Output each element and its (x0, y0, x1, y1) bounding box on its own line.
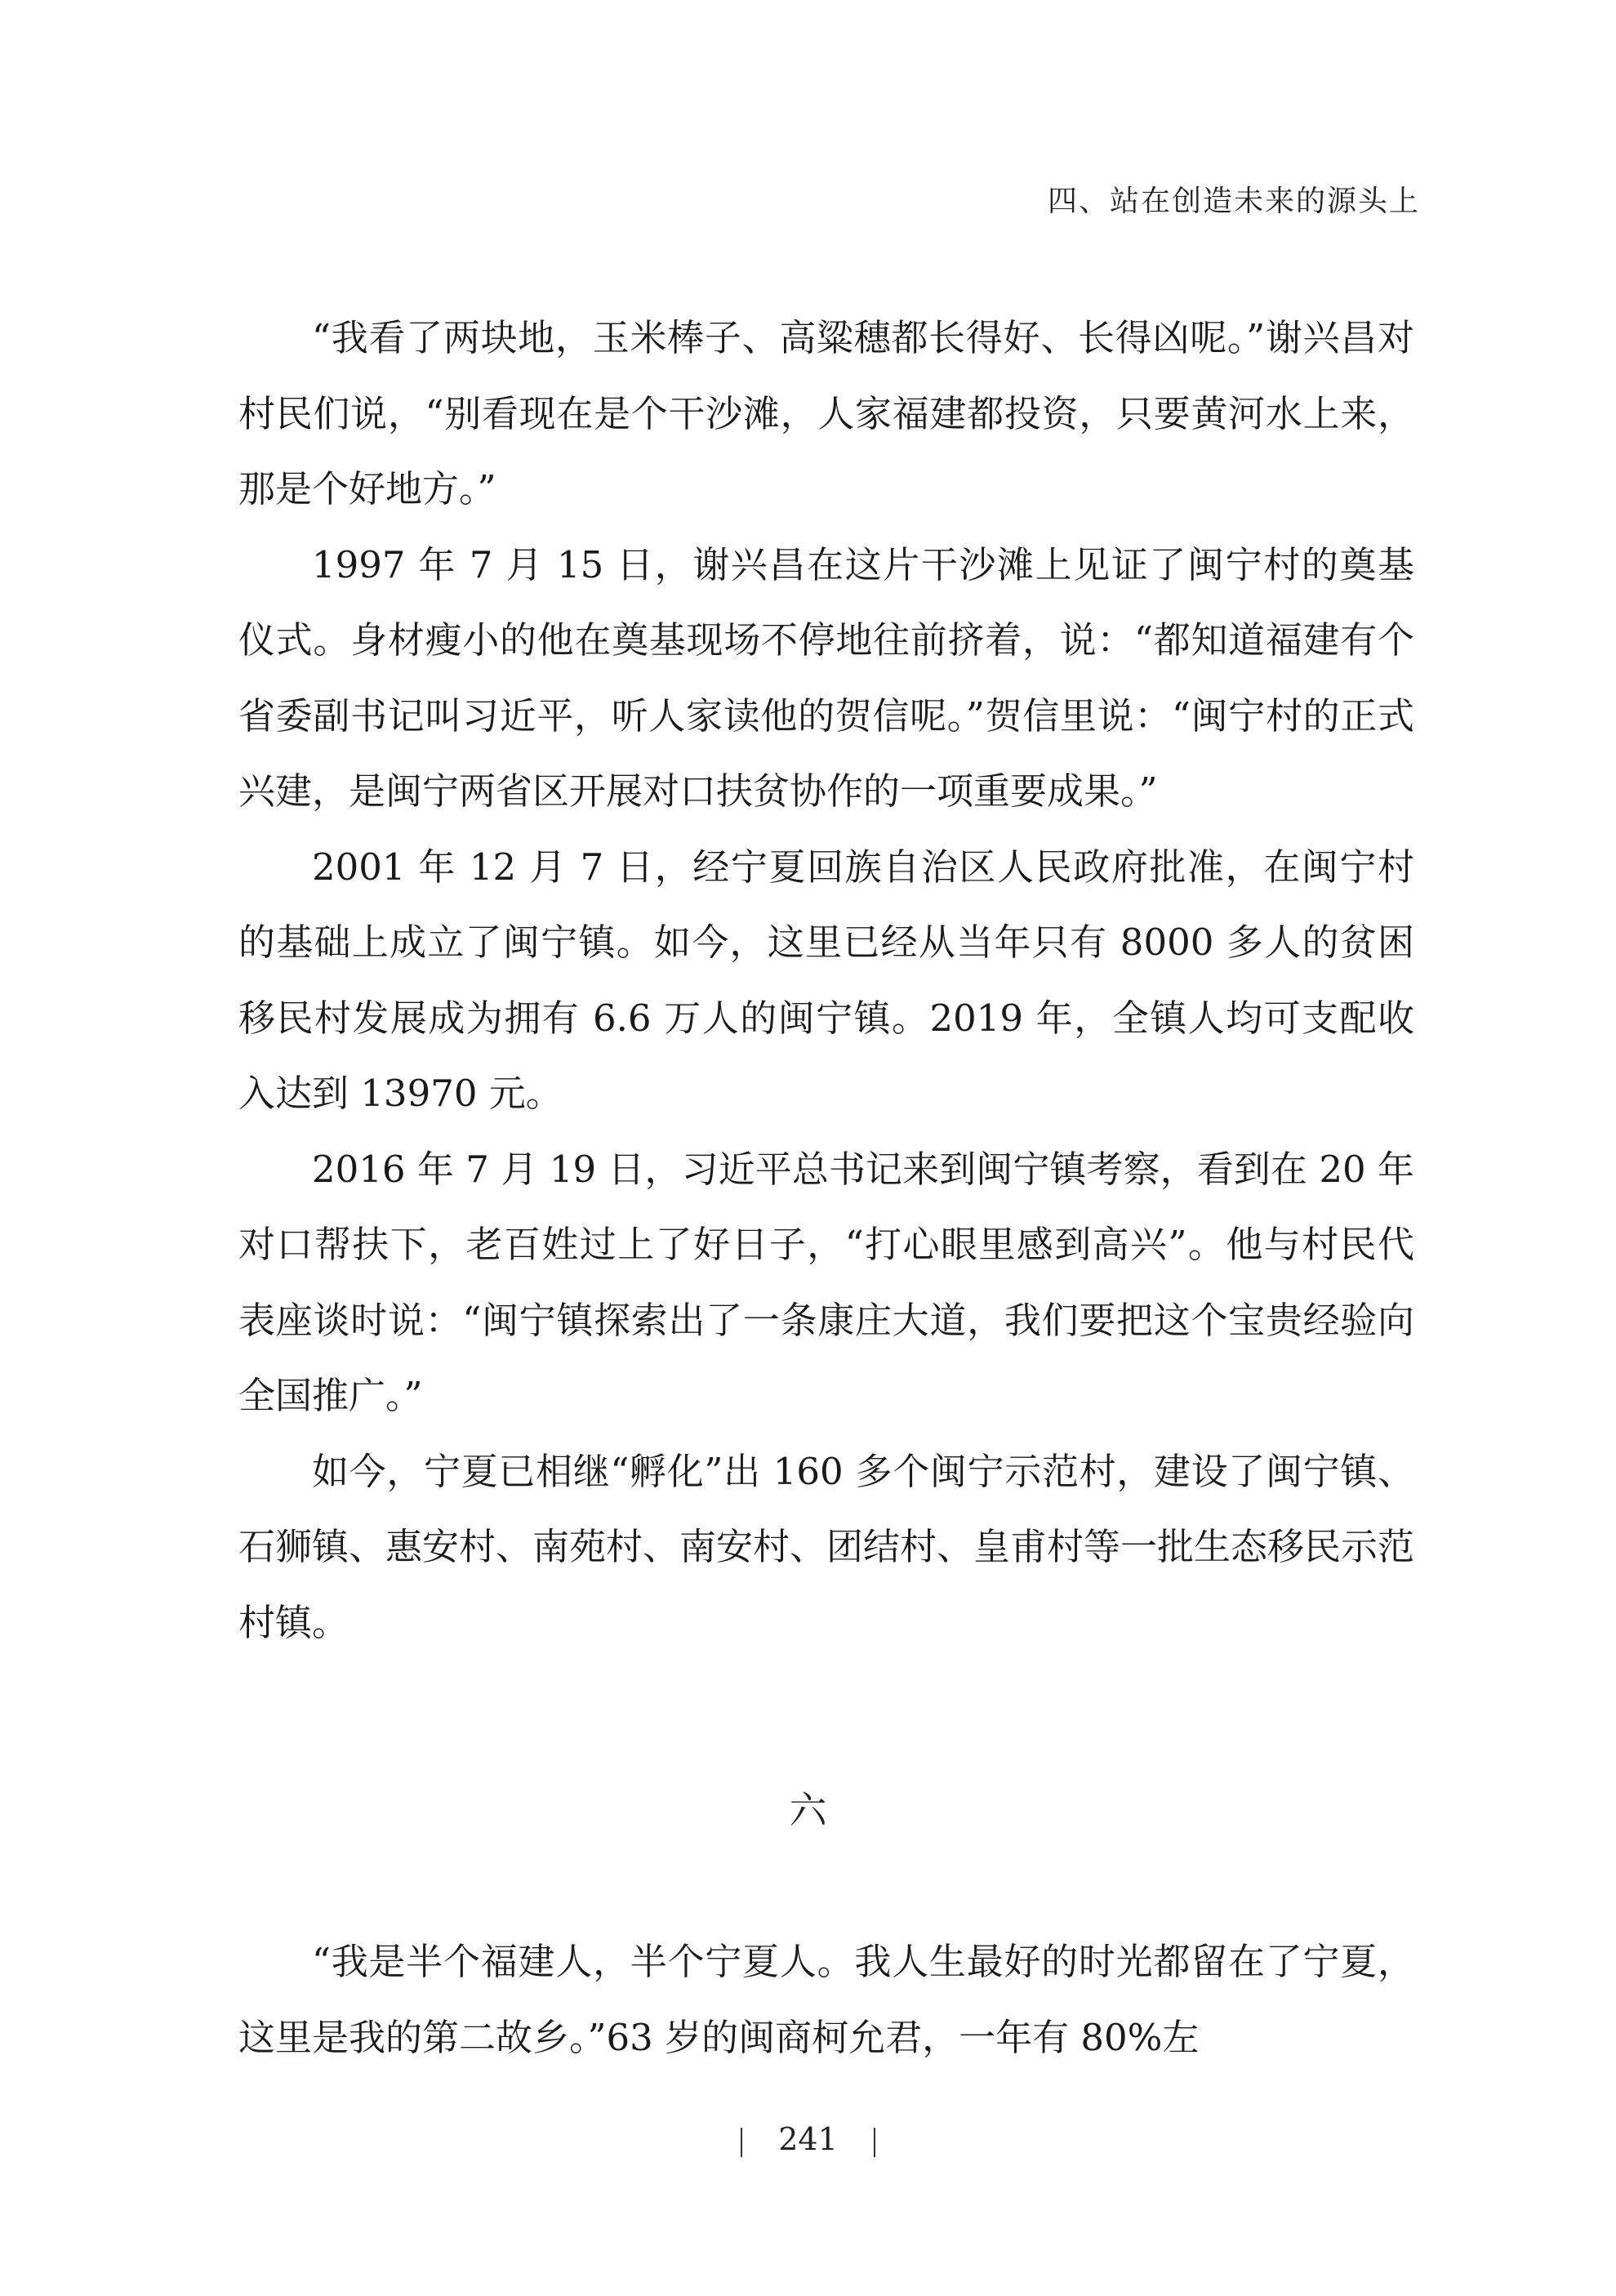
paragraph: “我看了两块地，玉米棒子、高粱穗都长得好、长得凶呢。”谢兴昌对村民们说，“别看现在是个干沙滩，人家福建都投资，只要黄河水上来，那是个好地方。” (238, 316, 1414, 510)
footer-rule-right (874, 2128, 875, 2157)
section-number: 六 (789, 1788, 827, 1832)
paragraph: 如今，宁夏已相继“孵化”出 160 多个闽宁示范村，建设了闽宁镇、石狮镇、惠安村、南苑村、南安村、团结村、皇甫村等一批生态移民示范村镇。 (238, 1449, 1415, 1644)
paragraph: 2016 年 7 月 19 日，习近平总书记来到闽宁镇考察，看到在 20 年对口帮扶下，老百姓过上了好日子，“打心眼里感到高兴”。他与村民代表座谈时说：“闽宁镇探索出了一条康庄大道，我们要把这个宝贵经验向全国推广。” (238, 1147, 1414, 1417)
body-text (238, 301, 1414, 1661)
page-footer (0, 2119, 1616, 2160)
section-text (238, 1924, 1414, 2075)
paragraph: “我是半个福建人，半个宁夏人。我人生最好的时光都留在了宁夏，这里是我的第二故乡。”63 岁的闽商柯允君，一年有 80%左 (238, 1940, 1414, 2059)
footer-rule-left (741, 2128, 742, 2157)
paragraph: 1997 年 7 月 15 日，谢兴昌在这片干沙滩上见证了闽宁村的奠基仪式。身材瘦小的他在奠基现场不停地往前挤着，说：“都知道福建有个省委副书记叫习近平，听人家读他的贺信呢。”贺信里说：“闽宁村的正式兴建，是闽宁两省区开展对口扶贫协作的一项重要成果。” (238, 542, 1414, 813)
running-head: 四、站在创造未来的源头上 (1047, 185, 1420, 218)
paragraph: 2001 年 12 月 7 日，经宁夏回族自治区人民政府批准，在闽宁村的基础上成立了闽宁镇。如今，这里已经从当年只有 8000 多人的贫困移民村发展成为拥有 6.6 万人的闽宁镇。2019 年，全镇人均可支配收入达到 13970 元。 (238, 845, 1414, 1115)
page-number: 241 (778, 2121, 838, 2157)
